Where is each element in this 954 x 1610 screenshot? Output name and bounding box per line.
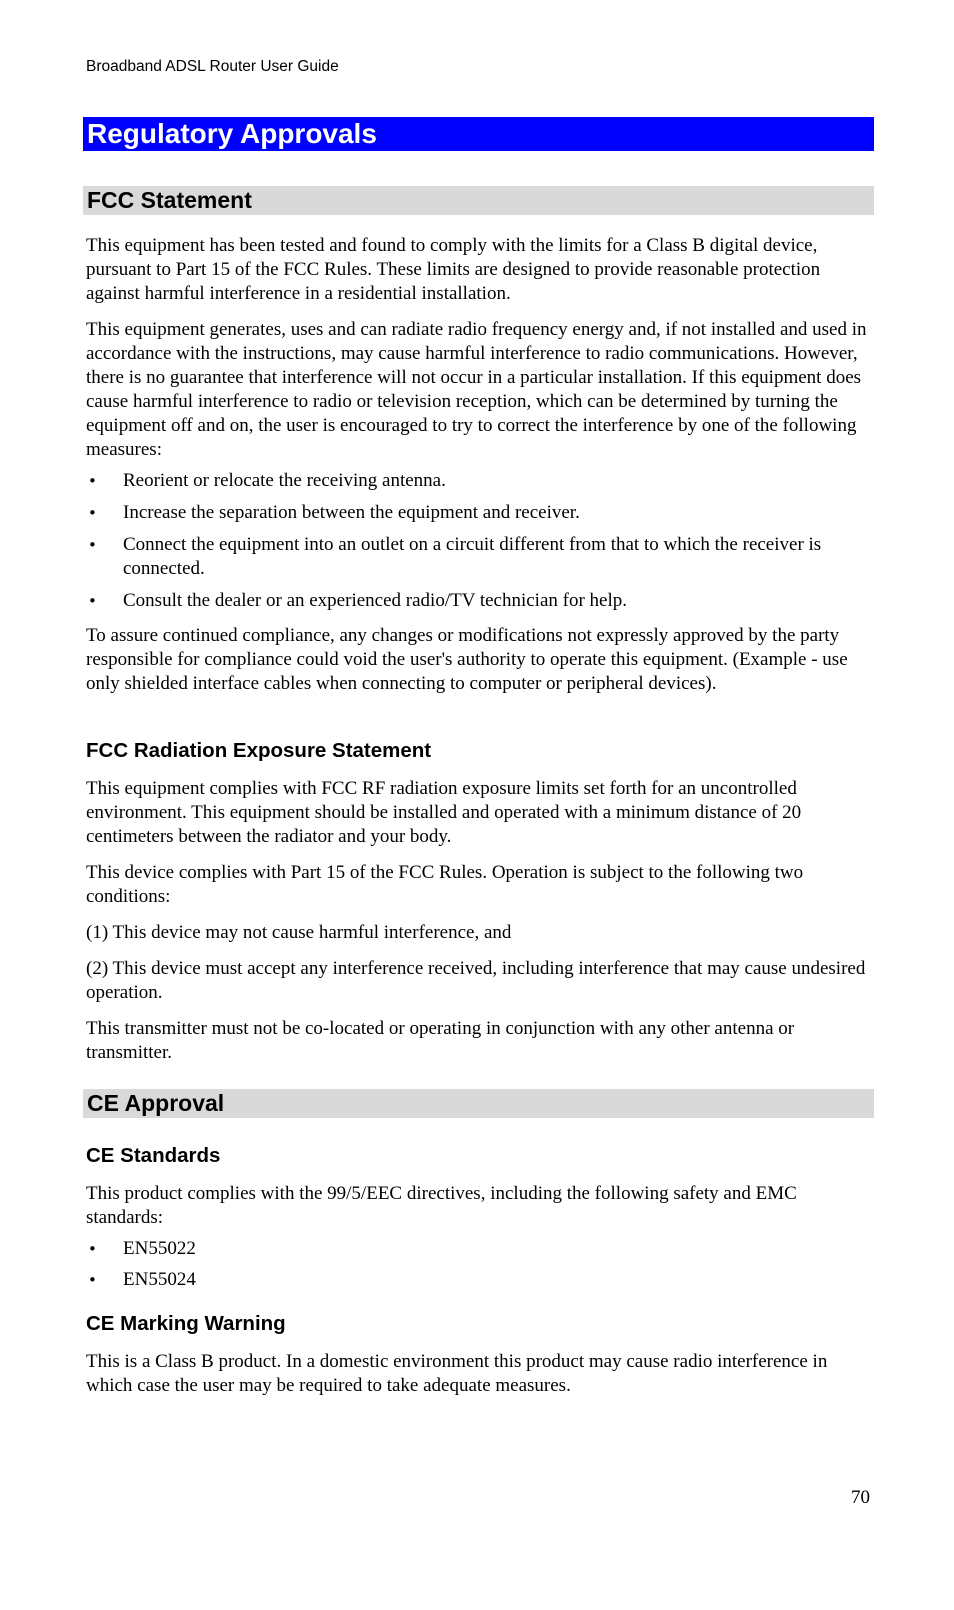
fcc-paragraph-2: This equipment generates, uses and can radiate radio frequency energy and, if not installed and used in accordance with the instructions, may cause harmful interference to radio communications. However, there is no guarantee that interference will not occur in a particular installation. If this equipment does cause harmful interference to radio or television reception, which can be determined by turning the equipment off and on, the user is encouraged to try to correct the interference by one of the following measures:: [86, 319, 867, 460]
radiation-paragraph-1: This equipment complies with FCC RF radiation exposure limits set forth for an uncontrolled environment. This equipment should be installed and operated with a minimum distance of 20 centimeters between the radiator and your body.: [86, 778, 802, 847]
radiation-condition-1: (1) This device may not cause harmful interference, and: [86, 922, 512, 943]
list-item: • Consult the dealer or an experienced radio/TV technician for help.: [86, 589, 876, 613]
section-heading-fcc-statement: FCC Statement: [83, 186, 874, 215]
running-header: Broadband ADSL Router User Guide: [86, 58, 339, 75]
fcc-measures-list: [86, 469, 876, 613]
subheading-ce-marking-warning: CE Marking Warning: [86, 1312, 286, 1335]
page-number: 70: [851, 1487, 870, 1508]
fcc-paragraph-3: To assure continued compliance, any changes or modifications not expressly approved by the party responsible for compliance could void the user's authority to operate this equipment. (Example - use only shielded interface cables when connecting to computer or peripheral devices).: [86, 625, 848, 694]
section-heading-ce-approval: CE Approval: [83, 1089, 874, 1118]
list-item: • Increase the separation between the equipment and receiver.: [86, 501, 876, 525]
radiation-condition-2: (2) This device must accept any interference received, including interference that may cause undesired operation.: [86, 958, 866, 1003]
subheading-fcc-radiation: FCC Radiation Exposure Statement: [86, 739, 432, 762]
ce-standards-list: [86, 1237, 876, 1292]
radiation-paragraph-5: This transmitter must not be co-located or operating in conjunction with any other antenna or transmitter.: [86, 1018, 795, 1063]
list-item: • EN55022: [86, 1237, 876, 1261]
subheading-ce-standards: CE Standards: [86, 1144, 221, 1167]
list-item: • Connect the equipment into an outlet on a circuit different from that to which the receiver is connected.: [86, 533, 876, 581]
radiation-paragraph-2: This device complies with Part 15 of the FCC Rules. Operation is subject to the following two conditions:: [86, 862, 804, 907]
chapter-title: Regulatory Approvals: [83, 117, 874, 151]
list-item: • Reorient or relocate the receiving antenna.: [86, 469, 876, 493]
ce-warning-paragraph: This is a Class B product. In a domestic environment this product may cause radio interference in which case the user may be required to take adequate measures.: [86, 1351, 828, 1396]
ce-standards-intro: This product complies with the 99/5/EEC directives, including the following safety and EMC standards:: [86, 1183, 797, 1228]
list-item: • EN55024: [86, 1268, 876, 1292]
fcc-paragraph-1: This equipment has been tested and found to comply with the limits for a Class B digital device, pursuant to Part 15 of the FCC Rules. These limits are designed to provide reasonable protection against harmful interference in a residential installation.: [86, 235, 821, 304]
